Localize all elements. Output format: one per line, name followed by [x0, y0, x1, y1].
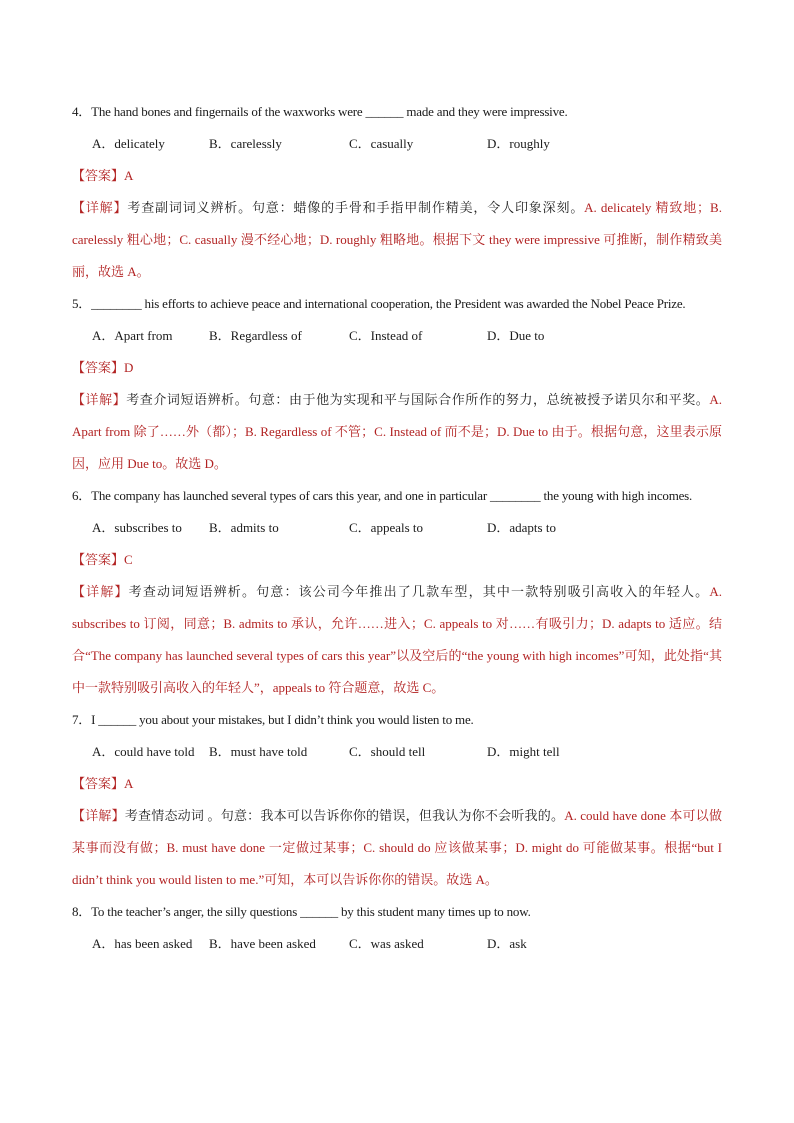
option-c: C．should tell: [349, 744, 426, 759]
explain-tag: 【详解】: [72, 584, 129, 599]
question-7-answer: [72, 768, 722, 800]
option-b: B．must have told: [209, 744, 308, 759]
option-d: D．adapts to: [487, 520, 556, 535]
explain-intro: 考查动词短语辨析。句意：该公司今年推出了几款车型，其中一款特别吸引高收入的年轻人。: [128, 584, 710, 599]
question-7-options: [72, 736, 722, 768]
explain-intro: 考查情态动词 。句意：我本可以告诉你你的错误，但我认为你不会听我的。: [124, 808, 565, 823]
question-4-stem: 4．The hand bones and fingernails of the waxworks were ______ made and they were impressive.: [72, 104, 568, 119]
question-5-options: [72, 320, 722, 352]
question-6-answer: [72, 544, 722, 576]
option-b: B．have been asked: [209, 936, 316, 951]
explain-tag: 【详解】: [72, 200, 128, 215]
question-4-answer: [72, 160, 722, 192]
document-page: [72, 96, 722, 960]
explain-rest: A. Apart from 除了……外（都）；B. Regardless of 不管；C. Instead of 而不是；D. Due to 由于。根据句意，这里表示原因，应用 Due to。故选 D。: [72, 392, 722, 471]
question-8-stem: 8．To the teacher’s anger, the silly questions ______ by this student many times up to now.: [72, 904, 531, 919]
option-a: A．could have told: [92, 744, 195, 759]
option-d: D．Due to: [487, 328, 545, 343]
option-d: D．roughly: [487, 136, 550, 151]
option-a: A．subscribes to: [92, 520, 182, 535]
option-b: B．admits to: [209, 520, 279, 535]
answer-tag: 【答案】: [72, 168, 125, 183]
explain-tag: 【详解】: [72, 808, 125, 823]
answer-value: D: [124, 360, 134, 375]
question-8-options: [72, 928, 722, 960]
answer-tag: 【答案】: [72, 552, 125, 567]
question-5-stem: 5．________ his efforts to achieve peace and international cooperation, the President was awarded the Nobel Peace Prize.: [72, 296, 686, 311]
question-7-stem: 7．I ______ you about your mistakes, but I didn’t think you would listen to me.: [72, 712, 474, 727]
option-c: C．Instead of: [349, 328, 423, 343]
explain-tag: 【详解】: [72, 392, 127, 407]
explain-intro: 考查介词短语辨析。句意：由于他为实现和平与国际合作所作的努力，总统被授予诺贝尔和平奖。: [126, 392, 710, 407]
question-4-explanation: [72, 192, 722, 288]
explain-rest: A. could have done 本可以做某事而没有做；B. must have done 一定做过某事；C. should do 应该做某事；D. might do 可能做某事。根据“but I didn’t think you would listen to me.”可知，本可以告诉你你的错误。故选 A。: [72, 808, 722, 887]
question-5-answer: [72, 352, 722, 384]
explain-rest: A. subscribes to 订阅，同意；B. admits to 承认，允许……进入；C. appeals to 对……有吸引力；D. adapts to 适应。结合“The company has launched several types of cars this year”以及空后的“the young with high incomes”可知，此处指“其中一款特别吸引高收入的年轻人”，appeals to 符合题意，故选 C。: [72, 584, 722, 695]
answer-value: A: [124, 776, 134, 791]
question-5-explanation: [72, 384, 722, 480]
question-6-explanation: [72, 576, 722, 704]
explain-rest: A. delicately 精致地；B. carelessly 粗心地；C. casually 漫不经心地；D. roughly 粗略地。根据下文 they were impressive 可推断，制作精致美丽，故选 A。: [72, 200, 722, 279]
question-4-options: [72, 128, 722, 160]
option-c: C．casually: [349, 136, 414, 151]
question-6-options: [72, 512, 722, 544]
answer-tag: 【答案】: [72, 360, 125, 375]
option-b: B．carelessly: [209, 136, 282, 151]
option-b: B．Regardless of: [209, 328, 302, 343]
question-7-explanation: [72, 800, 722, 896]
option-d: D．might tell: [487, 744, 560, 759]
answer-value: C: [124, 552, 133, 567]
option-a: A．delicately: [92, 136, 165, 151]
option-a: A．Apart from: [92, 328, 173, 343]
question-6-stem: 6．The company has launched several types of cars this year, and one in particular ________ the young with high incomes.: [72, 488, 693, 503]
option-c: C．was asked: [349, 936, 424, 951]
option-c: C．appeals to: [349, 520, 424, 535]
answer-tag: 【答案】: [72, 776, 125, 791]
explain-intro: 考查副词词义辨析。句意：蜡像的手骨和手指甲制作精美，令人印象深刻。: [127, 200, 585, 215]
answer-value: A: [124, 168, 134, 183]
option-a: A．has been asked: [92, 936, 193, 951]
option-d: D．ask: [487, 936, 527, 951]
